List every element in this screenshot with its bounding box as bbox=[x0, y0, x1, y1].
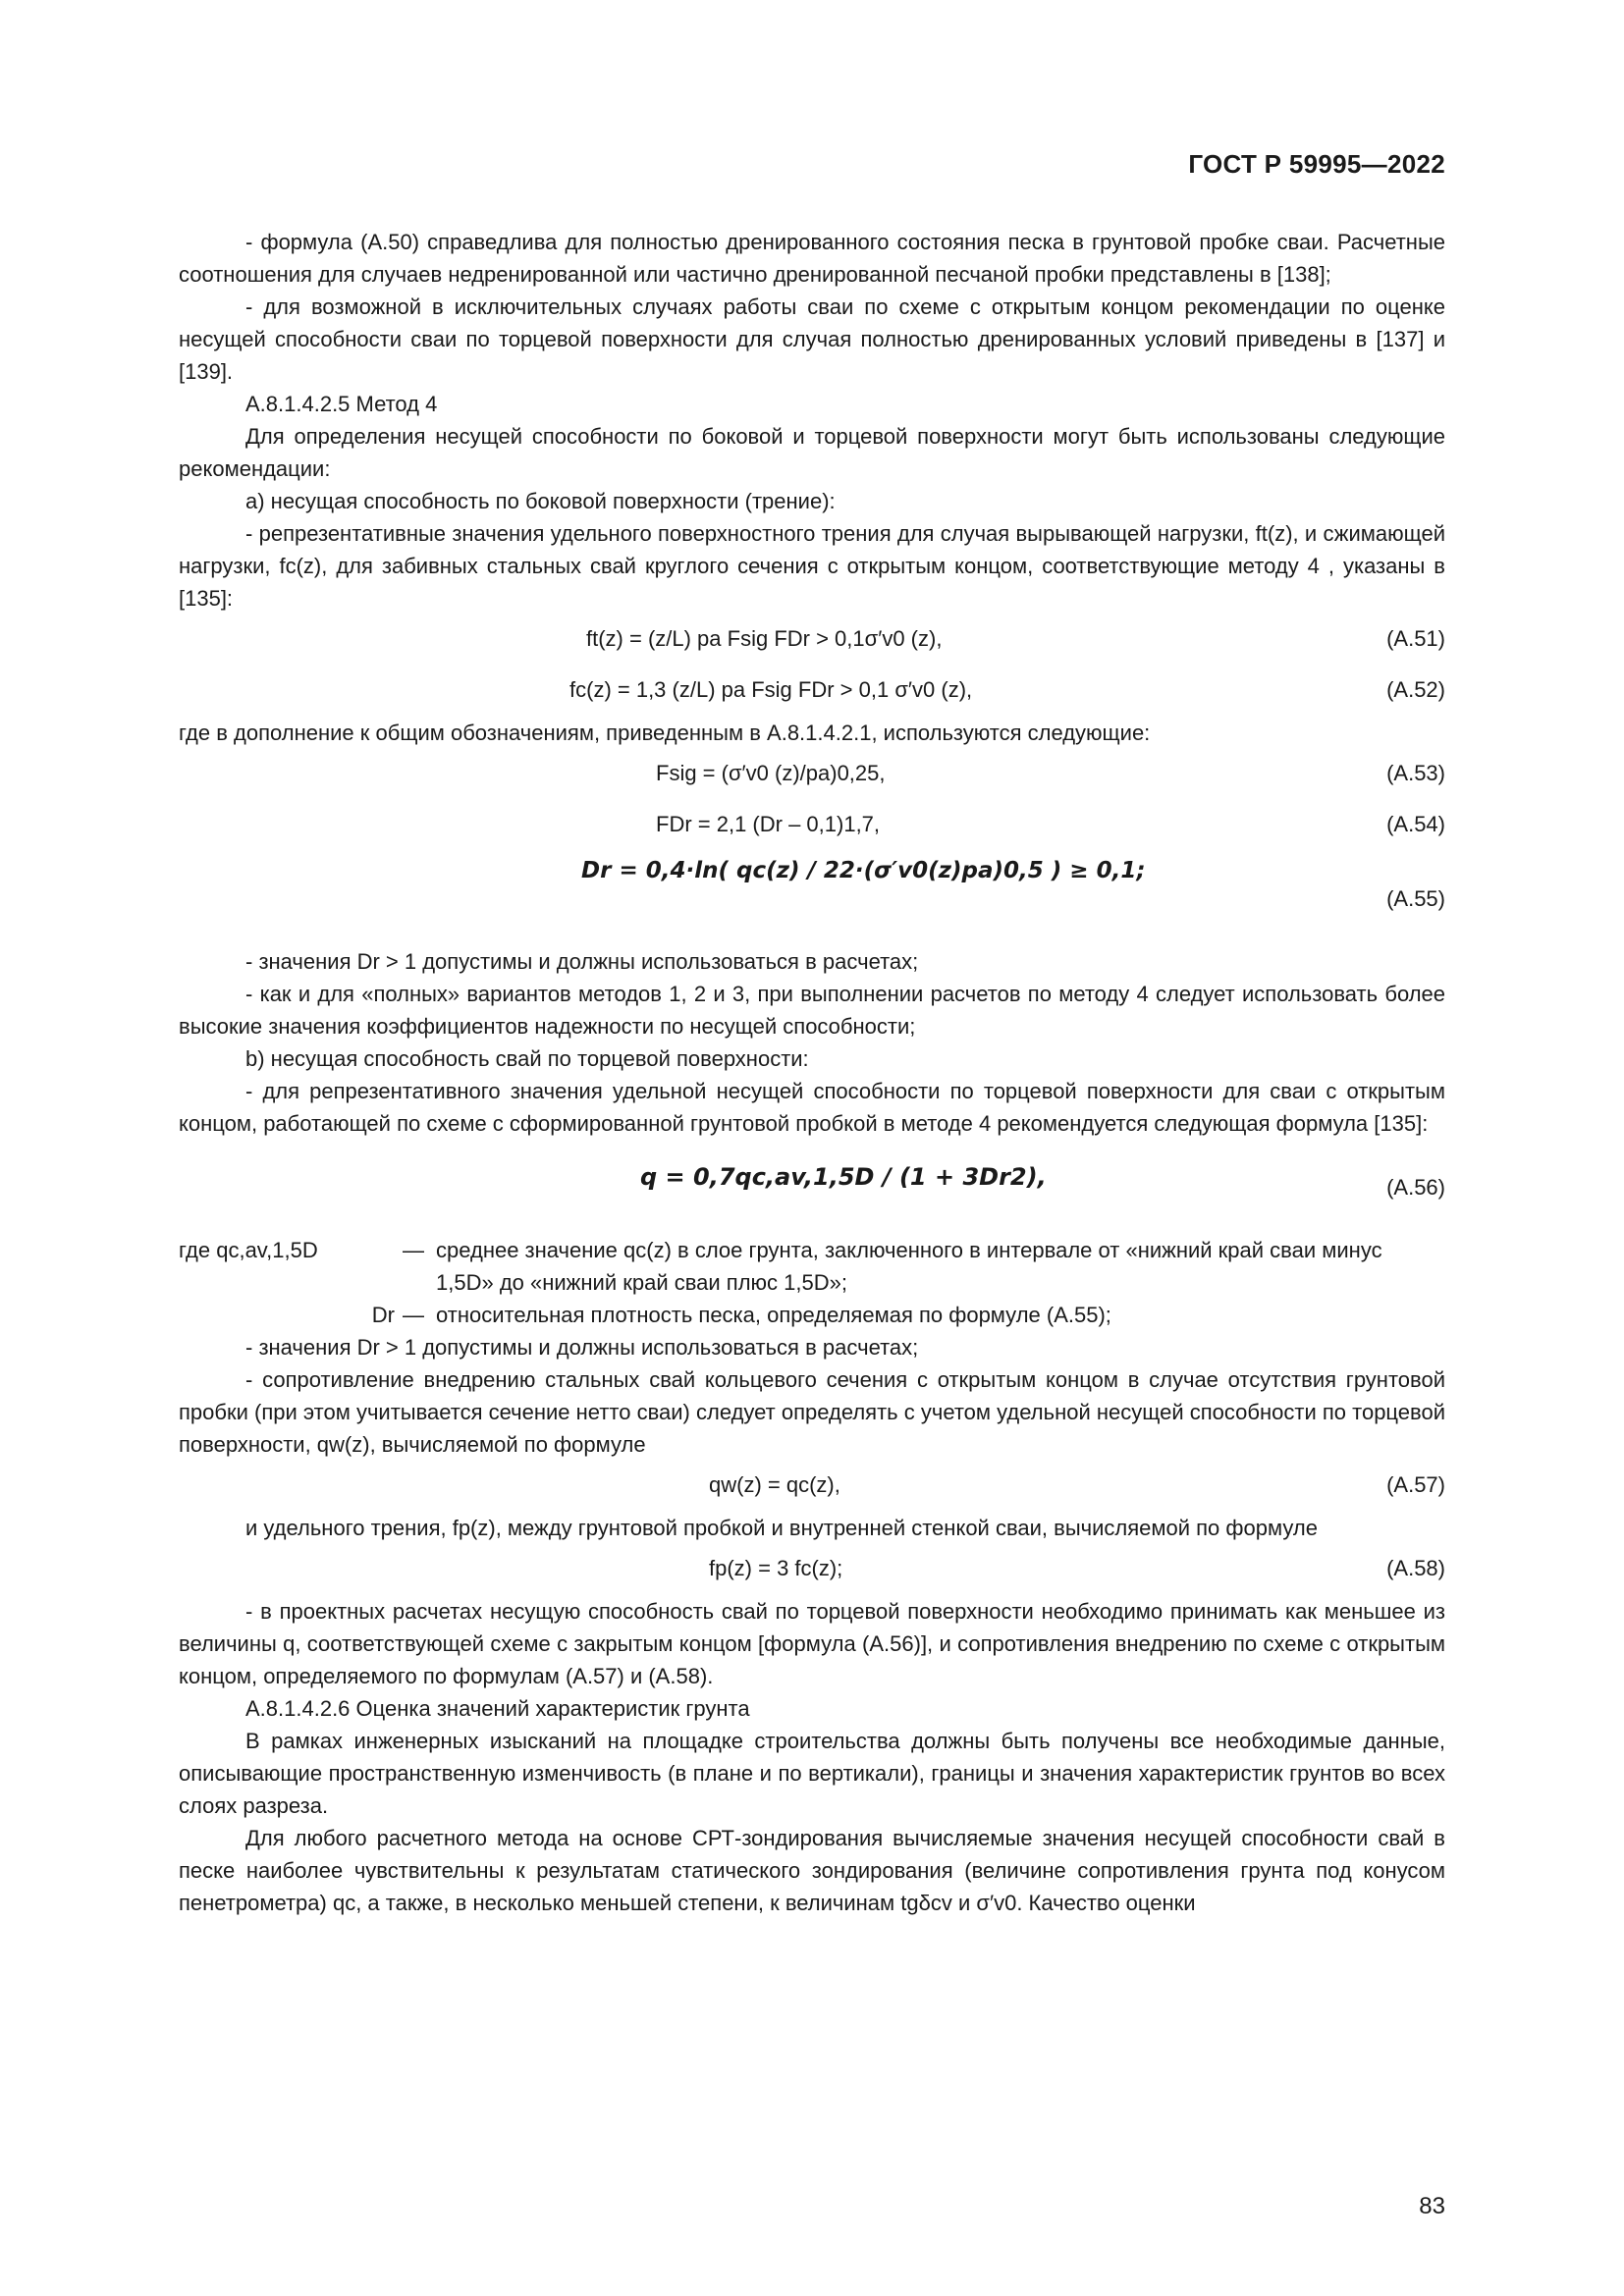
equation-formula: fp(z) = 3 fc(z); bbox=[709, 1556, 843, 1580]
paragraph: и удельного трения, fp(z), между грунтовой пробкой и внутренней стенкой сваи, вычисляемой по формуле bbox=[245, 1516, 1318, 1540]
equation-a51 bbox=[179, 614, 1445, 666]
document-header: ГОСТ Р 59995—2022 bbox=[1188, 149, 1445, 179]
equation-a52 bbox=[179, 666, 1445, 717]
equation-formula: FDr = 2,1 (Dr – 0,1)1,7, bbox=[656, 812, 881, 836]
paragraph: - репрезентативные значения удельного поверхностного трения для случая вырывающей нагрузки, ft(z), и сжимающей нагрузки, fc(z), для забивных стальных свай круглого сечения с открытым концом, соответствующие методу 4 , указаны в [135]: bbox=[179, 521, 1445, 611]
definition-dash: — bbox=[403, 1303, 424, 1327]
definition-symbol: где qc,av,1,5D bbox=[179, 1238, 318, 1262]
equation-formula: Fsig = (σ′v0 (z)/pa)0,25, bbox=[656, 761, 886, 785]
paragraph: - значения Dr > 1 допустимы и должны использоваться в расчетах; bbox=[245, 1335, 919, 1360]
equation-number: (А.52) bbox=[1386, 677, 1445, 702]
paragraph: Для любого расчетного метода на основе СРТ-зондирования вычисляемые значения несущей способности свай в песке наиболее чувствительны к результатам статического зондирования (величине сопротивления грунта под конусом пенетрометра) qc, а также, в несколько меньшей степени, к величинам tgδcv и σ′v0. Качество оценки bbox=[179, 1826, 1445, 1915]
equation-number: (А.56) bbox=[1386, 1175, 1445, 1200]
equation-a54 bbox=[179, 800, 1445, 851]
page-number: 83 bbox=[1419, 2193, 1445, 2219]
paragraph: - в проектных расчетах несущую способность свай по торцевой поверхности необходимо принимать как меньшее из величины q, соответствующей схеме с закрытым концом [формула (А.56)], и сопротивления внедрению по схеме с открытым концом, определяемого по формулам (А.57) и (А.58). bbox=[179, 1599, 1445, 1688]
equation-number: (А.58) bbox=[1386, 1556, 1445, 1580]
paragraph: где в дополнение к общим обозначениям, приведенным в А.8.1.4.2.1, используются следующие: bbox=[179, 721, 1151, 745]
equation-number: (А.55) bbox=[1386, 886, 1445, 911]
equation-a57 bbox=[179, 1461, 1445, 1512]
equation-formula: fc(z) = 1,3 (z/L) pa Fsig FDr > 0,1 σ′v0 (z), bbox=[569, 677, 973, 702]
paragraph: - для репрезентативного значения удельной несущей способности по торцевой поверхности для сваи с открытым концом, работающей по схеме с сформированной грунтовой пробкой в методе 4 рекомендуется следующая формула [135]: bbox=[179, 1079, 1445, 1136]
definition-text: среднее значение qc(z) в слое грунта, заключенного в интервале от «нижний край сваи минус 1,5D» до «нижний край сваи плюс 1,5D»; bbox=[436, 1238, 1382, 1295]
definition-symbol: Dr bbox=[371, 1303, 395, 1327]
section-heading: А.8.1.4.2.6 Оценка значений характеристик грунта bbox=[245, 1696, 750, 1721]
paragraph: - сопротивление внедрению стальных свай кольцевого сечения с открытым концом в случае отсутствия грунтовой пробки (при этом учитывается сечение нетто сваи) следует определять с учетом удельной несущей способности по торцевой поверхности, qw(z), вычисляемой по формуле bbox=[179, 1367, 1445, 1457]
equation-formula: q = 0,7qc,av,1,5D / (1 + 3Dr2), bbox=[640, 1163, 1047, 1191]
equation-a53 bbox=[179, 749, 1445, 800]
equation-number: (А.54) bbox=[1386, 812, 1445, 836]
definition-row bbox=[179, 1299, 1445, 1331]
equation-number: (А.53) bbox=[1386, 761, 1445, 785]
document-body bbox=[179, 226, 1445, 1919]
definition-dash: — bbox=[403, 1238, 424, 1262]
equation-a55 bbox=[179, 851, 1445, 945]
paragraph: Для определения несущей способности по боковой и торцевой поверхности могут быть использованы следующие рекомендации: bbox=[179, 424, 1445, 481]
equation-formula: Dr = 0,4·ln( qc(z) / 22·(σ′v0(z)pa)0,5 ) ≥ 0,1; bbox=[581, 858, 1146, 883]
definition-text: относительная плотность песка, определяемая по формуле (А.55); bbox=[436, 1303, 1111, 1327]
list-item: а) несущая способность по боковой поверхности (трение): bbox=[245, 489, 836, 513]
paragraph: - для возможной в исключительных случаях работы сваи по схеме с открытым концом рекомендации по оценке несущей способности сваи по торцевой поверхности для случая полностью дренированных условий приведены в [137] и [139]. bbox=[179, 294, 1445, 384]
paragraph: В рамках инженерных изысканий на площадке строительства должны быть получены все необходимые данные, описывающие пространственную изменчивость (в плане и по вертикали), границы и значения характеристик грунтов во всех слоях разреза. bbox=[179, 1729, 1445, 1818]
paragraph: - как и для «полных» вариантов методов 1, 2 и 3, при выполнении расчетов по методу 4 следует использовать более высокие значения коэффициентов надежности по несущей способности; bbox=[179, 982, 1445, 1039]
equation-number: (А.51) bbox=[1386, 626, 1445, 651]
equation-formula: qw(z) = qc(z), bbox=[709, 1472, 840, 1497]
definition-row bbox=[179, 1234, 1445, 1299]
list-item: b) несущая способность свай по торцевой поверхности: bbox=[245, 1046, 809, 1071]
equation-a56 bbox=[179, 1140, 1445, 1234]
paragraph: - значения Dr > 1 допустимы и должны использоваться в расчетах; bbox=[245, 949, 919, 974]
equation-formula: ft(z) = (z/L) pa Fsig FDr > 0,1σ′v0 (z), bbox=[586, 626, 943, 651]
paragraph: - формула (А.50) справедлива для полностью дренированного состояния песка в грунтовой пробке сваи. Расчетные соотношения для случаев недренированной или частично дренированной песчаной пробки представлены в [138]; bbox=[179, 230, 1445, 287]
section-heading: А.8.1.4.2.5 Метод 4 bbox=[245, 392, 438, 416]
definition-list bbox=[179, 1234, 1445, 1331]
equation-a58 bbox=[179, 1544, 1445, 1595]
equation-number: (А.57) bbox=[1386, 1472, 1445, 1497]
